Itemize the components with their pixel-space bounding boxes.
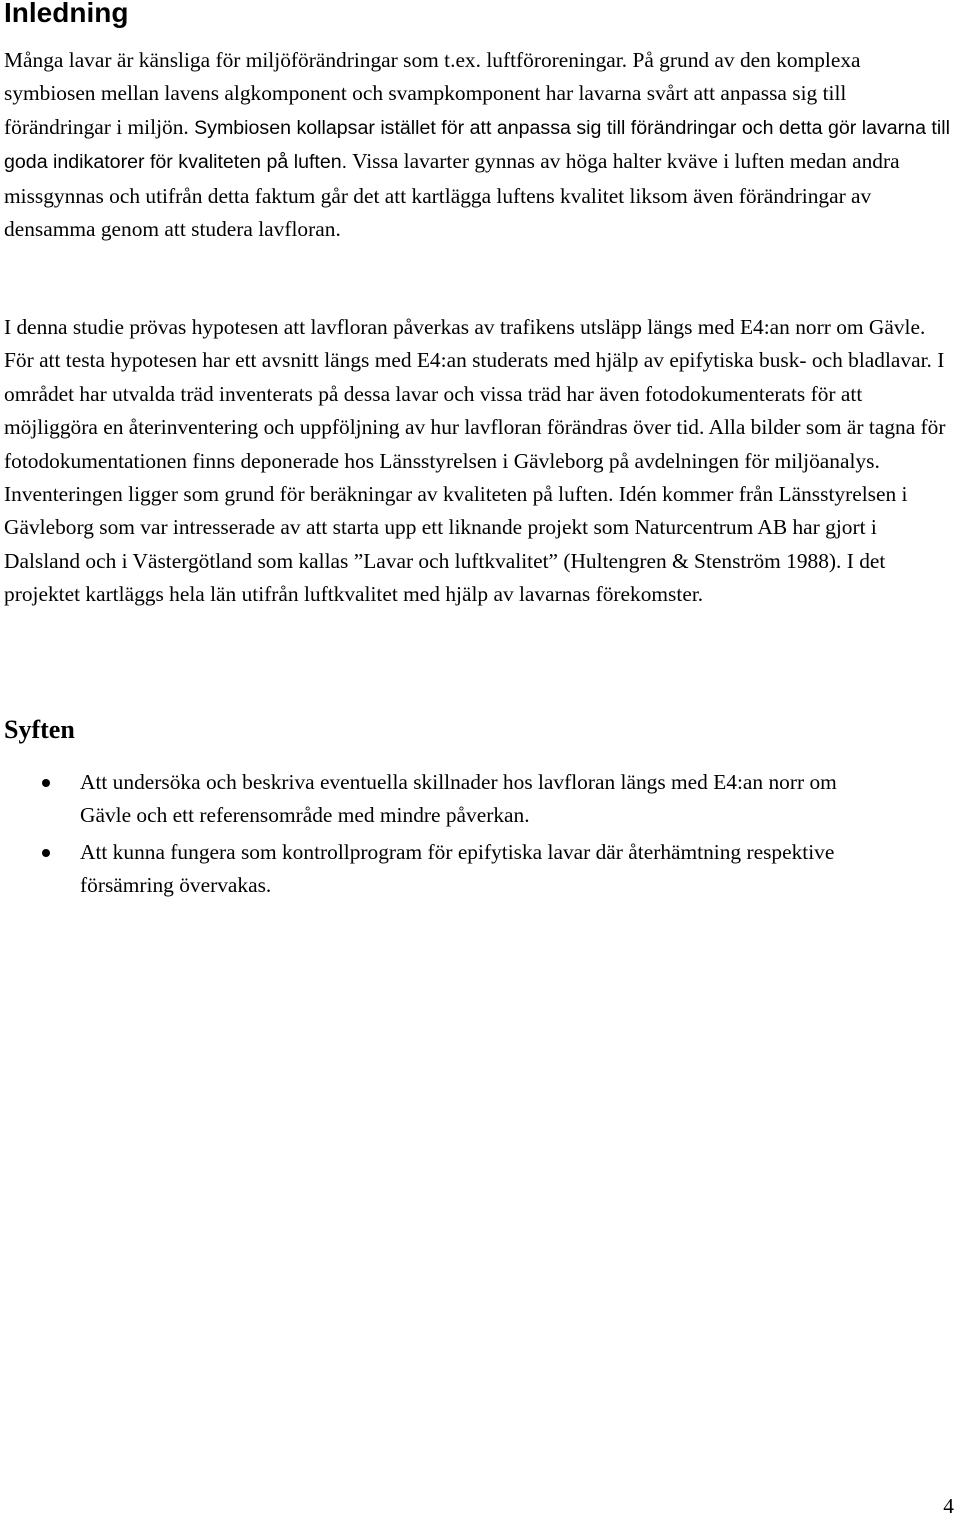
intro-paragraph-1 [4,44,956,246]
intro-paragraph-2: I denna studie prövas hypotesen att lavfloran påverkas av trafikens utsläpp längs med E4:an norr om Gävle. För att testa hypotesen har ett avsnitt längs med E4:an studerats med hjälp av epifytiska busk- och bladlavar. I området har utvalda träd inventerats på dessa lavar och vissa träd har även fotodokumenterats för att möjliggöra en återinventering och uppföljning av hur lavfloran förändras över tid. Alla bilder som är tagna för fotodokumentationen finns deponerade hos Länsstyrelsen i Gävleborg på avdelningen för miljöanalys. Inventeringen ligger som grund för beräkningar av kvaliteten på luften. Idén kommer från Länsstyrelsen i Gävleborg som var intresserade av att starta upp ett liknande projekt som Naturcentrum AB har gjort i Dalsland och i Västergötland som kallas ”Lavar och luftkvalitet” (Hultengren & Stenström 1988). I det projektet kartläggs hela län utifrån luftkvalitet med hjälp av lavarnas förekomster. [4,315,946,607]
bullet-icon [42,849,50,857]
heading-syften: Syften [4,715,75,744]
aims-list [0,766,960,906]
intro-paragraph-1-part-b: Symbiosen kollapsar istället för att anpassa sig till förändringar och detta gör lavarna till goda indikatorer för kvaliteten på luften. [4,116,950,174]
aim-item-1 [0,766,880,833]
aim-item-2 [0,836,880,903]
aim-item-text: Att undersöka och beskriva eventuella skillnader hos lavfloran längs med E4:an norr om Gävle och ett referensområde med mindre påverkan. [80,770,837,828]
intro-paragraph-1-part-c: Vissa lavarter gynnas av höga halter kväve i luften medan andra missgynnas och utifrån detta faktum går det att kartlägga luftens kvalitet liksom även förändringar av densamma genom att studera lavfloran. [4,149,900,242]
page-number: 4 [943,1494,954,1518]
bullet-icon [42,779,50,787]
heading-inledning: Inledning [4,0,129,28]
intro-paragraph-1-part-a: Många lavar är känsliga för miljöförändringar som t.ex. luftföroreningar. På grund av den komplexa symbiosen mellan lavens algkomponent och svampkomponent har lavarna svårt att anpassa sig till förändringar i miljön. [4,48,861,139]
aim-item-text: Att kunna fungera som kontrollprogram för epifytiska lavar där återhämtning respektive försämring övervakas. [80,839,835,898]
